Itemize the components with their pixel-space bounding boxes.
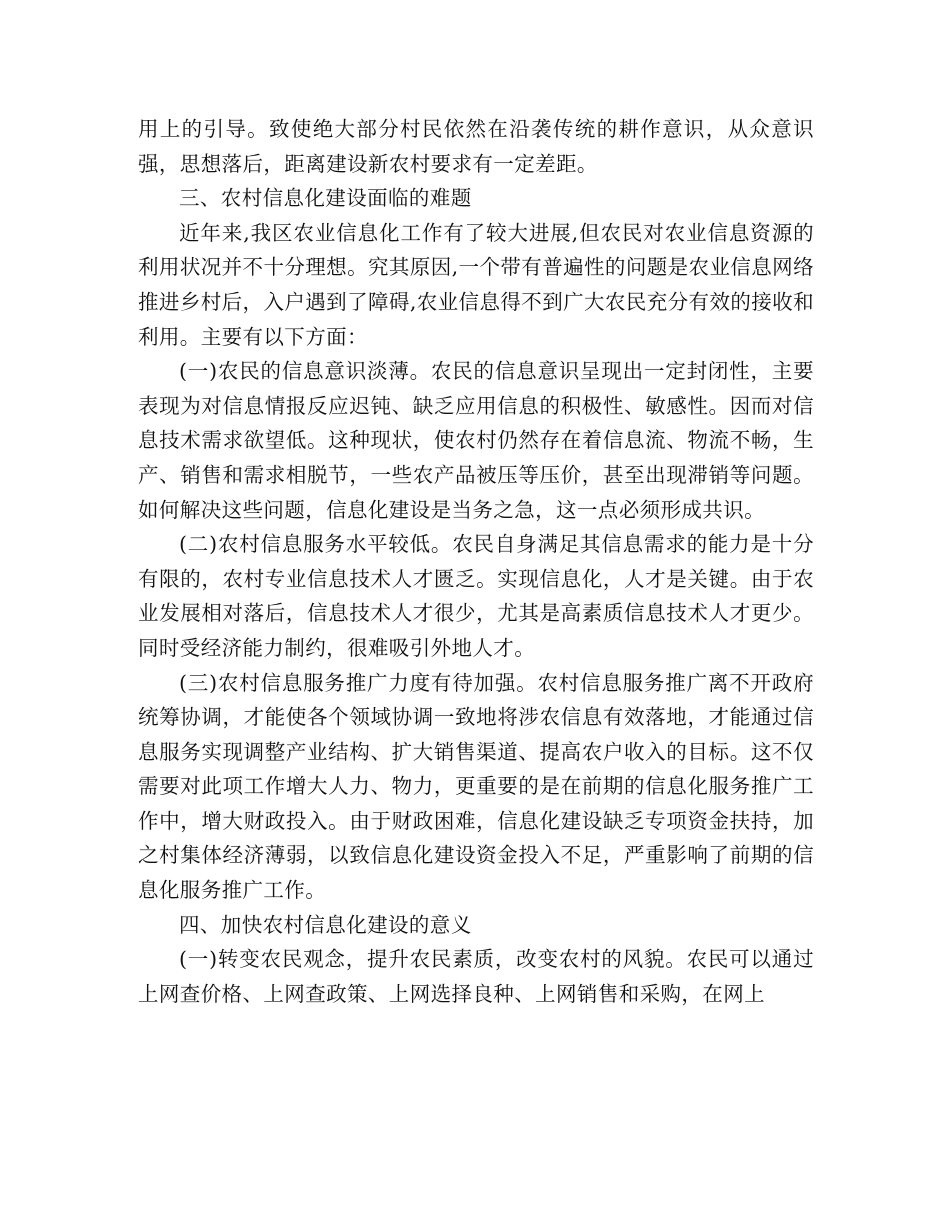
paragraph-point-3: (三)农村信息服务推广力度有待加强。农村信息服务推广离不开政府统筹协调，才能使各个领域协调一致地将涉农信息有效落地，才能通过信息服务实现调整产业结构、扩大销售渠道、提高农户收入的目标。这不仅需要对此项工作增大人力、物力，更重要的是在前期的信息化服务推广工作中，增大财政投入。由于财政困难，信息化建设缺乏专项资金扶持，加之村集体经济薄弱，以致信息化建设资金投入不足，严重影响了前期的信息化服务推广工作。 — [138, 670, 814, 903]
paragraph-point-2: (二)农村信息服务水平较低。农民自身满足其信息需求的能力是十分有限的，农村专业信息技术人才匮乏。实现信息化，人才是关键。由于农业发展相对落后，信息技术人才很少，尤其是高素质信息技术人才更少。同时受经济能力制约，很难吸引外地人才。 — [138, 532, 814, 660]
document-page — [138, 112, 814, 1011]
section-heading-4: 四、加快农村信息化建设的意义 — [179, 912, 472, 937]
paragraph-continuation: 用上的引导。致使绝大部分村民依然在沿袭传统的耕作意识，从众意识强，思想落后，距离建设新农村要求有一定差距。 — [138, 117, 814, 176]
paragraph-intro: 近年来,我区农业信息化工作有了较大进展,但农民对农业信息资源的利用状况并不十分理想。究其原因,一个带有普遍性的问题是农业信息网络推进乡村后，入户遇到了障碍,农业信息得不到广大农民充分有效的接收和利用。主要有以下方面： — [138, 220, 814, 349]
paragraph-point-1: (一)农民的信息意识淡薄。农民的信息意识呈现出一定封闭性，主要表现为对信息情报反应迟钝、缺乏应用信息的积极性、敏感性。因而对信息技术需求欲望低。这种现状，使农村仍然存在着信息流、物流不畅，生产、销售和需求相脱节，一些农产品被压等压价，甚至出现滞销等问题。如何解决这些问题，信息化建设是当务之急，这一点必须形成共识。 — [138, 359, 814, 522]
paragraph-significance-1: (一)转变农民观念，提升农民素质，改变农村的风貌。农民可以通过上网查价格、上网查政策、上网选择良种、上网销售和采购，在网上 — [138, 947, 814, 1006]
section-heading-3: 三、农村信息化建设面临的难题 — [179, 186, 472, 211]
